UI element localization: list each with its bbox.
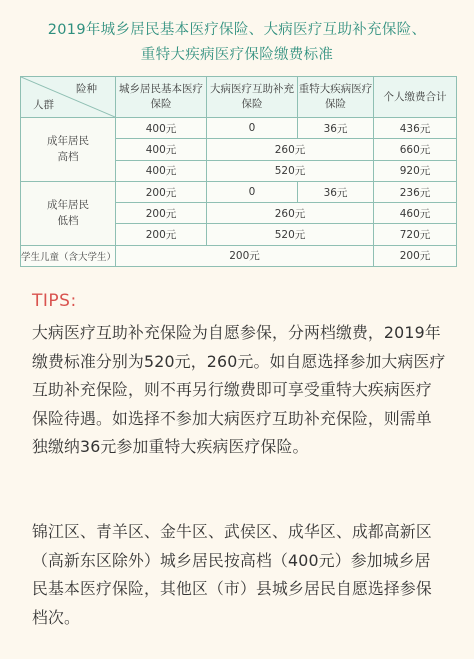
table-cell: 400元 <box>116 139 207 160</box>
column-header: 个人缴费合计 <box>374 77 457 118</box>
tips-heading: TIPS: <box>32 291 77 311</box>
table-cell: 36元 <box>298 181 374 202</box>
table-cell: 660元 <box>374 139 457 160</box>
table-cell: 0 <box>207 181 298 202</box>
fee-table <box>20 76 457 267</box>
corner-top-label: 险种 <box>76 83 97 95</box>
table-row <box>21 245 457 266</box>
group-label: 成年居民高档 <box>21 118 116 182</box>
table-row <box>21 118 457 139</box>
table-cell-merged: 200元 <box>116 245 374 266</box>
table-cell: 200元 <box>116 224 207 245</box>
table-row <box>21 181 457 202</box>
title-line-1: 2019年城乡居民基本医疗保险、大病医疗互助补充保险、 <box>47 22 427 38</box>
column-header: 重特大疾病医疗保险 <box>298 77 374 118</box>
page-title <box>0 18 474 68</box>
table-cell: 400元 <box>116 160 207 181</box>
table-cell: 436元 <box>374 118 457 139</box>
table-cell: 460元 <box>374 203 457 224</box>
table-cell-merged: 520元 <box>207 224 374 245</box>
title-line-2: 重特大疾病医疗保险缴费标准 <box>140 47 334 63</box>
table-cell: 720元 <box>374 224 457 245</box>
table-cell: 36元 <box>298 118 374 139</box>
table-cell: 0 <box>207 118 298 139</box>
group-label: 成年居民低档 <box>21 181 116 245</box>
table-cell: 236元 <box>374 181 457 202</box>
column-header: 大病医疗互助补充保险 <box>207 77 298 118</box>
group-label: 学生儿童（含大学生） <box>21 245 116 266</box>
table-cell: 200元 <box>374 245 457 266</box>
tips-paragraph: 大病医疗互助补充保险为自愿参保，分两档缴费，2019年缴费标准分别为520元，260元。如自愿选择参加大病医疗互助补充保险，则不再另行缴费即可享受重特大疾病医疗保险待遇。如选择不参加大病医疗互助补充保险，则需单独缴纳36元参加重特大疾病医疗保险。 <box>32 323 446 457</box>
table-corner-cell <box>21 77 116 118</box>
table-cell-merged: 260元 <box>207 203 374 224</box>
column-header: 城乡居民基本医疗保险 <box>116 77 207 118</box>
table-cell: 200元 <box>116 203 207 224</box>
table-cell: 200元 <box>116 181 207 202</box>
table-cell: 920元 <box>374 160 457 181</box>
tips-paragraph: 锦江区、青羊区、金牛区、武侯区、成华区、成都高新区（高新东区除外）城乡居民按高档（400元）参加城乡居民基本医疗保险，其他区（市）县城乡居民自愿选择参保档次。 <box>32 522 432 627</box>
table-header-row <box>21 77 457 118</box>
corner-bottom-label: 人群 <box>33 99 54 111</box>
table-cell-merged: 520元 <box>207 160 374 181</box>
table-cell: 400元 <box>116 118 207 139</box>
table-cell-merged: 260元 <box>207 139 374 160</box>
